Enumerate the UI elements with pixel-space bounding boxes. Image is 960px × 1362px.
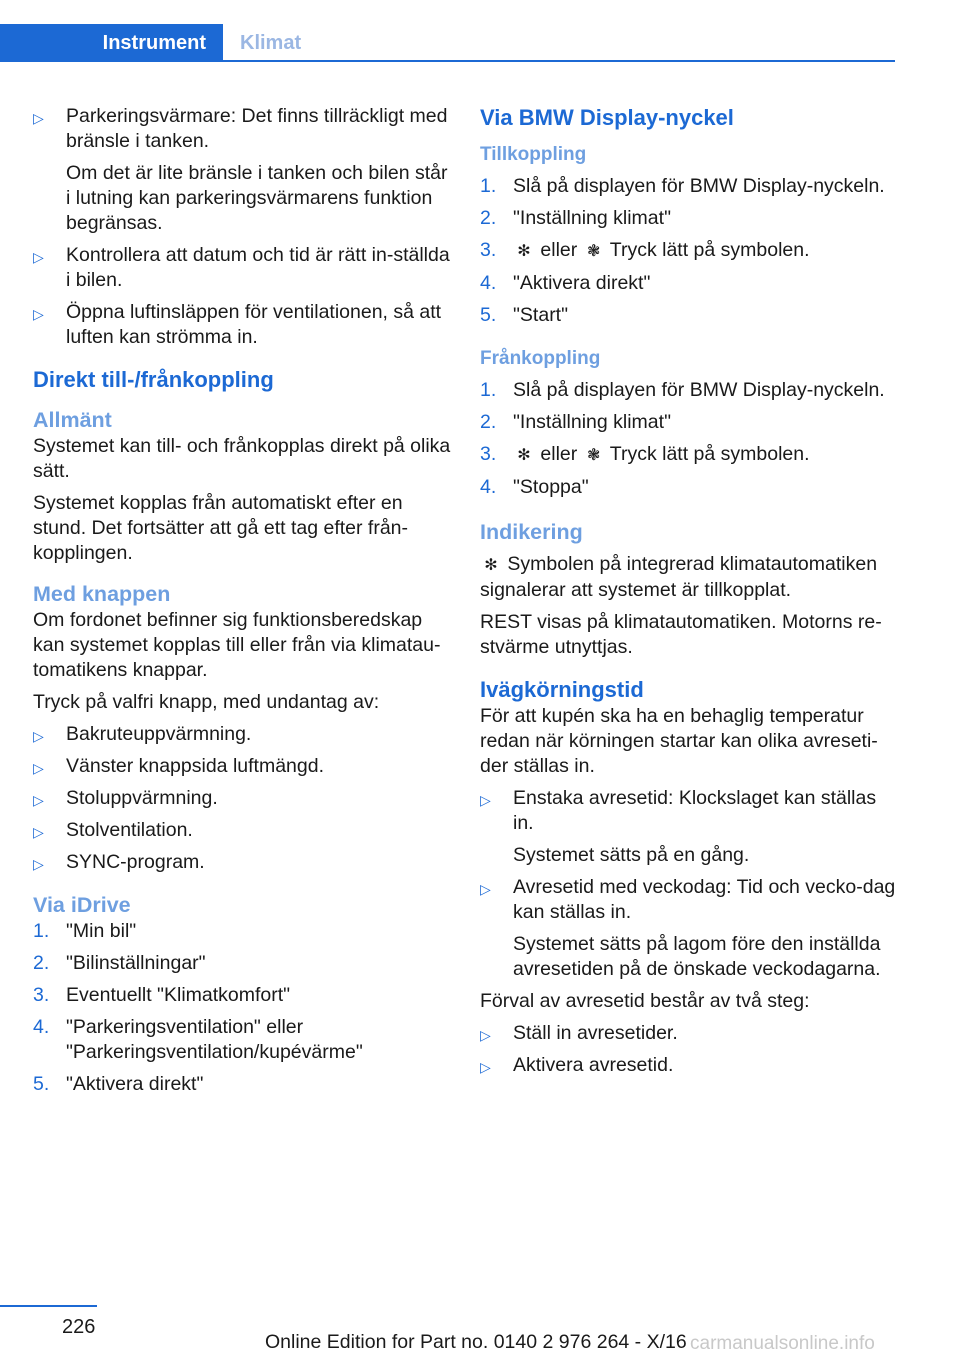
section-heading: Ivägkörningstid [480, 677, 644, 702]
paragraph: Systemet kopplas från automatiskt efter en stund. Det fortsätter att gå ett tag efter från-kopplingen. [33, 492, 409, 564]
step-item: 1. "Min bil" [33, 920, 137, 942]
subsection-heading: Indikering [480, 520, 583, 544]
step-item: 3. ✻ eller ❃ Tryck lätt på symbolen. [480, 442, 900, 468]
header-rule [0, 60, 895, 62]
fan-off-icon: ❃ [587, 243, 601, 260]
paragraph: För att kupén ska ha en behaglig temperatur redan när körningen startar kan olika avreseti-der ställas in. [480, 705, 878, 777]
edition-footer: Online Edition for Part no. 0140 2 976 264 - X/16 [265, 1331, 687, 1353]
step-item: 2. "Inställning klimat" [480, 207, 671, 229]
paragraph: Om fordonet befinner sig funktionsberedskap kan systemet kopplas till eller från via klimatau-tomatikens knappar. [33, 609, 441, 681]
bullet-icon: ▷ [480, 1027, 491, 1043]
fan-off-icon: ❃ [587, 447, 601, 464]
step-item: 1. Slå på displayen för BMW Display-nyckeln. [480, 175, 885, 197]
bullet-icon: ▷ [33, 728, 44, 744]
fan-icon: ✻ [484, 557, 498, 574]
list-item: ▷ Avresetid med veckodag: Tid och vecko-dag kan ställas in. Systemet sätts på lagom före den inställda avresetiden på de önskade veckodagarna. [480, 876, 896, 980]
bullet-icon: ▷ [33, 760, 44, 776]
paragraph: Systemet kan till- och frånkopplas direkt på olika sätt. [33, 435, 451, 482]
tab-instrument[interactable]: Instrument [0, 24, 223, 62]
right-column [480, 104, 900, 1085]
subsection-heading: Frånkoppling [480, 348, 601, 369]
bullet-icon: ▷ [33, 856, 44, 872]
bullet-icon: ▷ [33, 110, 44, 126]
page-number-rule [0, 1305, 97, 1307]
header-tabs [0, 24, 895, 62]
bullet-icon: ▷ [480, 792, 491, 808]
list-item: ▷ Bakruteuppvärmning. [33, 722, 453, 747]
bullet-icon: ▷ [480, 881, 491, 897]
list-item: ▷ Vänster knappsida luftmängd. [33, 754, 453, 779]
step-item: 5. "Start" [480, 304, 569, 326]
step-item: 2. "Bilinställningar" [33, 952, 206, 974]
subsection-heading: Med knappen [33, 582, 171, 606]
section-heading: Direkt till-/frånkoppling [33, 367, 274, 392]
list-item: ▷ Öppna luftinsläppen för ventilationen, så att luften kan strömma in. [33, 301, 442, 348]
list-item: ▷ SYNC-program. [33, 850, 453, 875]
step-item: 4. "Stoppa" [480, 476, 589, 498]
paragraph: ✻ Symbolen på integrerad klimatautomatiken signalerar att systemet är tillkopplat. [480, 553, 878, 601]
list-item: ▷ Aktivera avresetid. [480, 1053, 900, 1078]
list-item: ▷ Parkeringsvärmare: Det finns tillräckligt med bränsle i tanken. Om det är lite bränsle i tanken och bilen står i lutning kan parkeringsvärmarens funktion begränsas. [33, 105, 448, 234]
paragraph: Tryck på valfri knapp, med undantag av: [33, 691, 380, 713]
step-item: 4. "Parkeringsventilation" eller "Parkeringsventilation/kupévärme" [33, 1016, 363, 1063]
bullet-icon: ▷ [33, 792, 44, 808]
watermark: carmanualsonline.info [690, 1333, 875, 1354]
step-item: 4. "Aktivera direkt" [480, 272, 651, 294]
bullet-icon: ▷ [33, 824, 44, 840]
step-item: 1. Slå på displayen för BMW Display-nyckeln. [480, 379, 885, 401]
subsection-heading: Tillkoppling [480, 144, 587, 165]
subsection-heading: Allmänt [33, 408, 112, 432]
step-item: 3. ✻ eller ❃ Tryck lätt på symbolen. [480, 238, 900, 264]
step-item: 2. "Inställning klimat" [480, 411, 671, 433]
fan-icon: ✻ [517, 243, 531, 260]
bullet-icon: ▷ [33, 306, 44, 322]
paragraph: REST visas på klimatautomatiken. Motorns re-stvärme utnyttjas. [480, 611, 882, 658]
step-item: 5. "Aktivera direkt" [33, 1073, 204, 1095]
list-item: ▷ Stoluppvärmning. [33, 786, 453, 811]
bullet-icon: ▷ [480, 1059, 491, 1075]
fan-icon: ✻ [517, 447, 531, 464]
paragraph: Förval av avresetid består av två steg: [480, 990, 810, 1012]
left-column [33, 104, 453, 1104]
step-item: 3. Eventuellt "Klimatkomfort" [33, 984, 291, 1006]
subsection-heading: Via iDrive [33, 893, 131, 917]
list-item: ▷ Stolventilation. [33, 818, 453, 843]
list-item: ▷ Ställ in avresetider. [480, 1021, 900, 1046]
list-item: ▷ Kontrollera att datum och tid är rätt in-ställda i bilen. [33, 244, 450, 291]
bullet-icon: ▷ [33, 249, 44, 265]
section-heading: Via BMW Display-nyckel [480, 105, 734, 130]
tab-klimat[interactable]: Klimat [240, 31, 302, 54]
list-item: ▷ Enstaka avresetid: Klockslaget kan ställas in. Systemet sätts på en gång. [480, 787, 877, 866]
page-number: 226 [62, 1316, 96, 1338]
